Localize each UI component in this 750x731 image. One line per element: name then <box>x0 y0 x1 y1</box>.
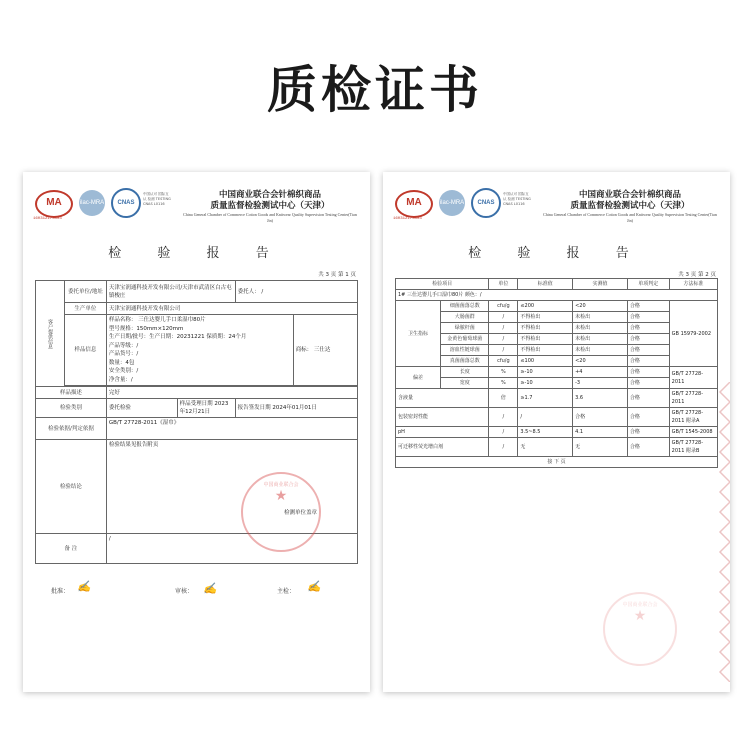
basis-value: GB/T 27728-2011《湿巾》 <box>106 418 357 440</box>
unit-cell: / <box>489 438 518 457</box>
cnas-logo-icon: CNAS <box>111 188 141 218</box>
faint-seal-stamp <box>603 592 677 666</box>
table-row <box>396 301 718 312</box>
item-cell: 长度 <box>441 367 489 378</box>
ilac-logo-icon: ilac-MRA <box>439 190 465 216</box>
standard-cell: 不得检出 <box>518 312 573 323</box>
item-cell: 含液量 <box>396 389 489 408</box>
seal-star-icon: ★ <box>274 488 288 504</box>
cnas-logo-text: 中国认可 国际互认 检测 TESTING CNAS L0116 <box>503 192 531 206</box>
sample-line: 安全类别：/ <box>108 368 139 374</box>
org-name-cn-2: 质量监督检验测试中心（天津） <box>210 201 330 211</box>
standard-cell: 不得检出 <box>518 345 573 356</box>
received-label: 样品受理日期 <box>179 401 213 407</box>
org-name-cn-2: 质量监督检验测试中心（天津） <box>570 201 690 211</box>
test-type-value: 委托检验 <box>106 399 177 418</box>
method-cell: GB/T 27728-2011 附录A <box>669 408 717 427</box>
report-title: 检 验 报 告 <box>468 246 645 261</box>
judgement-cell: 合格 <box>627 301 669 312</box>
unit-cell: % <box>489 367 518 378</box>
unit-cell: / <box>489 345 518 356</box>
table-row <box>396 438 718 457</box>
standard-cell: 无 <box>518 438 573 457</box>
page-number: 共 3 页 第 2 页 <box>678 272 716 278</box>
org-name-cn-1: 中国商业联合会针棉织商品 <box>218 190 321 200</box>
client-label: 委托单位/地址 <box>64 281 106 303</box>
judgement-cell: 合格 <box>627 389 669 408</box>
standard-cell: ≥-10 <box>518 367 573 378</box>
sample-info-label: 样品信息 <box>64 315 106 386</box>
organization-name <box>180 190 360 223</box>
standard-cell: 3.5~8.5 <box>518 427 573 438</box>
sample-state-value: 完好 <box>106 387 357 399</box>
judgement-cell: 合格 <box>627 334 669 345</box>
judgement-cell: 合格 <box>627 312 669 323</box>
unit-cell: / <box>489 312 518 323</box>
col-header-judgement: 单项判定 <box>627 279 669 290</box>
report-page-1 <box>23 172 370 692</box>
cma-number: 160312173503 <box>393 217 422 221</box>
client-person-value: / <box>261 288 264 295</box>
item-cell: 溶血性链球菌 <box>441 345 489 356</box>
org-name-en: China General Chamber of Commerce Cotton Goods and Knitwear Quality Supervision Testing Center(Tian Jin) <box>183 212 357 223</box>
item-cell: 绿脓杆菌 <box>441 323 489 334</box>
report-date-value: 2024年01月01日 <box>272 405 317 411</box>
table-row <box>396 389 718 408</box>
cma-logo-icon: MA <box>395 190 433 218</box>
judgement-cell: 合格 <box>627 345 669 356</box>
report-header <box>35 186 360 232</box>
sample-row: 1# 三仕达婴儿手口湿巾80片 颜色：/ <box>396 290 718 301</box>
unit-cell: / <box>489 427 518 438</box>
report-date <box>235 399 357 418</box>
sample-line: 样品名称： 三仕达婴儿手口柔湿巾80片 <box>108 317 206 323</box>
client-info-group-label: 客户提供信息 <box>36 281 65 387</box>
measured-cell: 未检出 <box>573 334 628 345</box>
judgement-cell: 合格 <box>627 408 669 427</box>
trademark-value: 三仕达 <box>313 347 331 353</box>
measured-cell: 无 <box>573 438 628 457</box>
continued-next-page: 接 下 页 <box>396 457 718 468</box>
sample-line: 产品等级：/ <box>108 342 139 349</box>
test-results-table <box>395 278 718 468</box>
method-cell: GB/T 27728-2011 <box>669 389 717 408</box>
test-type-label: 检验类别 <box>36 399 107 418</box>
sample-line: 型号规格：150mm×120mm <box>108 325 184 332</box>
table-row <box>396 408 718 427</box>
perforation-seal-edge-icon <box>716 382 730 682</box>
organization-name <box>540 190 720 223</box>
deviation-method-cell: GB/T 27728-2011 <box>669 367 717 389</box>
item-cell: 宽度 <box>441 378 489 389</box>
measured-cell: 未检出 <box>573 323 628 334</box>
cnas-logo-text: 中国认可 国际互认 检测 TESTING CNAS L0116 <box>143 192 171 206</box>
standard-cell: ≤100 <box>518 356 573 367</box>
basis-label: 检验依据/判定依据 <box>36 418 107 440</box>
item-cell: 真菌菌落总数 <box>441 356 489 367</box>
standard-cell: ≥1.7 <box>518 389 573 408</box>
judgement-cell: 合格 <box>627 378 669 389</box>
item-cell: 细菌菌落总数 <box>441 301 489 312</box>
measured-cell: -3 <box>573 378 628 389</box>
measured-cell: 未检出 <box>573 312 628 323</box>
report-date-label: 报告签发日期 <box>237 405 271 411</box>
report-title: 检 验 报 告 <box>108 246 285 261</box>
unit-cell: / <box>489 323 518 334</box>
col-header-measured: 实测值 <box>573 279 628 290</box>
unit-cell: / <box>489 408 518 427</box>
standard-cell: ≤200 <box>518 301 573 312</box>
producer-label: 生产单位 <box>64 303 106 315</box>
item-cell: 大肠菌群 <box>441 312 489 323</box>
unit-cell: 倍 <box>489 389 518 408</box>
report-page-2 <box>383 172 730 692</box>
measured-cell: 合格 <box>573 408 628 427</box>
group-deviation-label: 偏差 <box>396 367 441 389</box>
sample-state-label: 样品描述 <box>36 387 107 399</box>
inspector-label: 主检： <box>277 588 296 595</box>
page-number: 共 3 页 第 1 页 <box>318 272 356 278</box>
seal-text: 中国商业联合会 <box>622 602 658 608</box>
report-info-table <box>35 280 358 564</box>
cma-logo-icon: MA <box>35 190 73 218</box>
judgement-cell: 合格 <box>627 438 669 457</box>
standard-cell: 不得检出 <box>518 334 573 345</box>
remark-label: 备 注 <box>36 534 107 564</box>
hygiene-method-cell: GB 15979-2002 <box>669 301 717 367</box>
measured-cell: +4 <box>573 367 628 378</box>
standard-cell: / <box>518 408 573 427</box>
conclusion-label: 检验结论 <box>36 440 107 534</box>
approver-signature-icon: ✍ <box>77 580 91 593</box>
judgement-cell: 合格 <box>627 427 669 438</box>
col-header-item: 检验项目 <box>396 279 489 290</box>
measured-cell: <20 <box>573 301 628 312</box>
unit-cell: % <box>489 378 518 389</box>
table-row <box>396 427 718 438</box>
received-date <box>177 399 235 418</box>
stamp-note: 检测单位盖章 <box>283 510 317 516</box>
standard-cell: ≥-10 <box>518 378 573 389</box>
item-cell: pH <box>396 427 489 438</box>
judgement-cell: 合格 <box>627 367 669 378</box>
measured-cell: 4.1 <box>573 427 628 438</box>
cnas-logo-icon: CNAS <box>471 188 501 218</box>
judgement-cell: 合格 <box>627 323 669 334</box>
trademark <box>293 315 357 386</box>
col-header-method: 方法标准 <box>669 279 717 290</box>
measured-cell: 未检出 <box>573 345 628 356</box>
approver-label: 批准： <box>51 588 70 595</box>
ilac-logo-icon: ilac-MRA <box>79 190 105 216</box>
sample-line: 生产日期/批号：生产日期：20231221 保质期：24个月 <box>108 334 247 340</box>
seal-star-icon: ★ <box>633 608 647 624</box>
col-header-unit: 单位 <box>489 279 518 290</box>
report-header <box>395 186 720 232</box>
judgement-cell: 合格 <box>627 356 669 367</box>
sample-line: 产品货号：/ <box>108 351 139 357</box>
measured-cell: 3.6 <box>573 389 628 408</box>
org-name-en: China General Chamber of Commerce Cotton Goods and Knitwear Quality Supervision Testing Center(Tian Jin) <box>543 212 717 223</box>
client-person <box>235 281 357 303</box>
unit-cell: / <box>489 334 518 345</box>
inspector-signature-icon: ✍ <box>307 580 321 593</box>
client-person-label: 委托人： <box>237 288 260 295</box>
sample-line: 数量：4包 <box>108 359 135 366</box>
cma-number: 160312173503 <box>33 217 62 221</box>
table-row <box>396 367 718 378</box>
org-name-cn-1: 中国商业联合会针棉织商品 <box>578 190 681 200</box>
standard-cell: 不得检出 <box>518 323 573 334</box>
reviewer-signature-icon: ✍ <box>203 582 217 595</box>
conclusion-cell <box>106 440 357 534</box>
producer-value: 天津宝润通科技开发有限公司 <box>106 303 357 315</box>
item-cell: 金黄色葡萄球菌 <box>441 334 489 345</box>
conclusion-value: 检验结果见报告附页 <box>108 442 159 448</box>
measured-cell: <20 <box>573 356 628 367</box>
client-value: 天津宝润通科技开发有限公司/天津市武清区白古屯镇梭庄 <box>106 281 235 303</box>
unit-cell: cfu/g <box>489 356 518 367</box>
method-cell: GB/T 1545-2008 <box>669 427 717 438</box>
item-cell: 包装密封性能 <box>396 408 489 427</box>
received-value: 2023年12月21日 <box>179 401 229 415</box>
reviewer-label: 审核： <box>175 588 194 595</box>
item-cell: 可迁移性荧光增白剂 <box>396 438 489 457</box>
page-banner-title: 质检证书 <box>267 61 483 119</box>
sample-line: 净含量：/ <box>108 376 133 383</box>
seal-text: 中国商业联合会 <box>263 482 299 488</box>
col-header-standard: 标准值 <box>518 279 573 290</box>
group-hygiene-label: 卫生指标 <box>396 301 441 367</box>
trademark-label: 商标： <box>295 347 313 353</box>
unit-cell: cfu/g <box>489 301 518 312</box>
method-cell: GB/T 27728-2011 附录B <box>669 438 717 457</box>
sample-info-lines <box>106 315 293 386</box>
remark-value: / <box>106 534 357 564</box>
